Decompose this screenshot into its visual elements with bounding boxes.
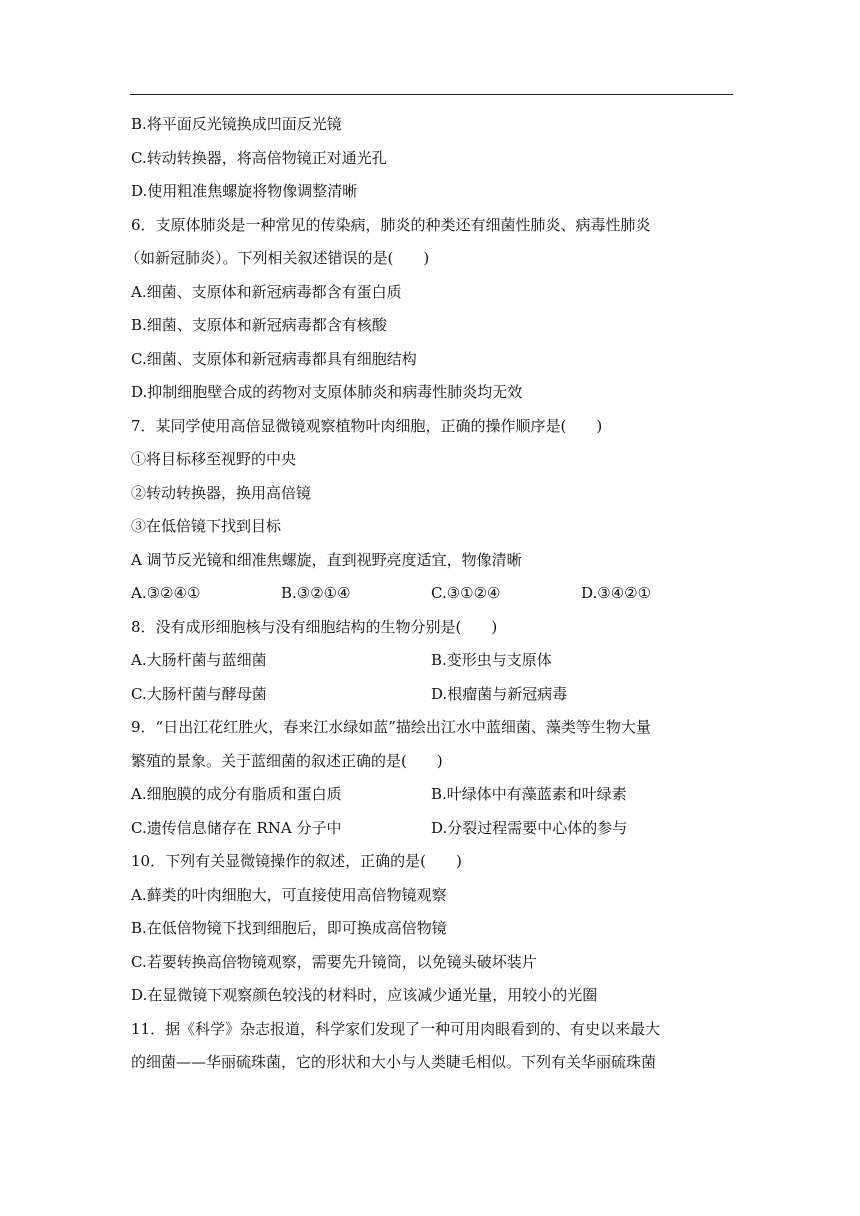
question-7-step: ③在低倍镜下找到目标 <box>131 517 282 535</box>
question-7-step: ①将目标移至视野的中央 <box>131 450 297 468</box>
question-9-options-row2 <box>131 812 731 846</box>
question-7-option-c: C.③①②④ <box>431 584 501 602</box>
question-9-stem-cont: 繁殖的景象。关于蓝细菌的叙述正确的是( ) <box>131 751 443 770</box>
question-9-option-b: B.叶绿体中有藻蓝素和叶绿素 <box>431 785 627 803</box>
question-8-options-row1 <box>131 644 731 678</box>
document-page <box>125 108 731 1080</box>
question-10-stem: 10．下列有关显微镜操作的叙述，正确的是( ) <box>131 852 462 870</box>
question-7-options <box>131 577 731 611</box>
question-8-option-b: B.变形虫与支原体 <box>431 651 552 669</box>
option-line: B.将平面反光镜换成凹面反光镜 <box>131 115 342 133</box>
question-10-option-b: B.在低倍物镜下找到细胞后，即可换成高倍物镜 <box>131 919 447 937</box>
question-8-option-a: A.大肠杆菌与蓝细菌 <box>131 651 267 669</box>
question-8-option-d: D.根瘤菌与新冠病毒 <box>431 684 568 703</box>
question-6-option-c: C.细菌、支原体和新冠病毒都具有细胞结构 <box>131 349 417 368</box>
option-line: D.使用粗准焦螺旋将物像调整清晰 <box>131 182 358 200</box>
question-9-option-d: D.分裂过程需要中心体的参与 <box>431 818 628 837</box>
question-6-option-a: A.细菌、支原体和新冠病毒都含有蛋白质 <box>131 282 402 301</box>
question-7-step: A 调节反光镜和细准焦螺旋，直到视野亮度适宜，物像清晰 <box>131 550 522 569</box>
question-8-option-c: C.大肠杆菌与酵母菌 <box>131 684 267 703</box>
question-10-option-c: C.若要转换高倍物镜观察，需要先升镜筒，以免镜头破坏装片 <box>131 952 537 971</box>
question-7-step: ②转动转换器，换用高倍镜 <box>131 483 312 502</box>
question-8-options-row2 <box>131 678 731 712</box>
question-11-stem: 11．据《科学》杂志报道，科学家们发现了一种可用肉眼看到的、有史以来最大 <box>131 1019 661 1038</box>
question-9-option-c: C.遗传信息储存在 RNA 分子中 <box>131 818 342 837</box>
question-9-stem: 9．“日出江花红胜火，春来江水绿如蓝”描绘出江水中蓝细菌、藻类等生物大量 <box>131 718 651 736</box>
question-6-stem-cont: （如新冠肺炎）。下列相关叙述错误的是( ) <box>125 249 430 267</box>
option-line: C.转动转换器，将高倍物镜正对通光孔 <box>131 148 387 167</box>
question-7-stem: 7．某同学使用高倍显微镜观察植物叶肉细胞，正确的操作顺序是( ) <box>131 416 603 435</box>
question-8-stem: 8．没有成形细胞核与没有细胞结构的生物分别是( ) <box>131 617 498 636</box>
header-rule <box>130 94 733 95</box>
question-10-option-a: A.藓类的叶肉细胞大，可直接使用高倍物镜观察 <box>131 885 447 904</box>
question-6-stem: 6．支原体肺炎是一种常见的传染病，肺炎的种类还有细菌性肺炎、病毒性肺炎 <box>131 215 651 234</box>
question-7-option-a: A.③②④① <box>131 584 201 602</box>
question-6-option-b: B.细菌、支原体和新冠病毒都含有核酸 <box>131 316 387 334</box>
question-7-option-b: B.③②①④ <box>281 584 351 602</box>
question-7-option-d: D.③④②① <box>581 584 652 602</box>
question-6-option-d: D.抑制细胞壁合成的药物对支原体肺炎和病毒性肺炎均无效 <box>131 383 523 401</box>
question-11-stem-cont: 的细菌——华丽硫珠菌，它的形状和大小与人类睫毛相似。下列有关华丽硫珠菌 <box>131 1053 657 1071</box>
question-9-options-row1 <box>131 778 731 812</box>
question-10-option-d: D.在显微镜下观察颜色较浅的材料时，应该减少通光量，用较小的光圈 <box>131 986 598 1004</box>
question-9-option-a: A.细胞膜的成分有脂质和蛋白质 <box>131 785 342 803</box>
